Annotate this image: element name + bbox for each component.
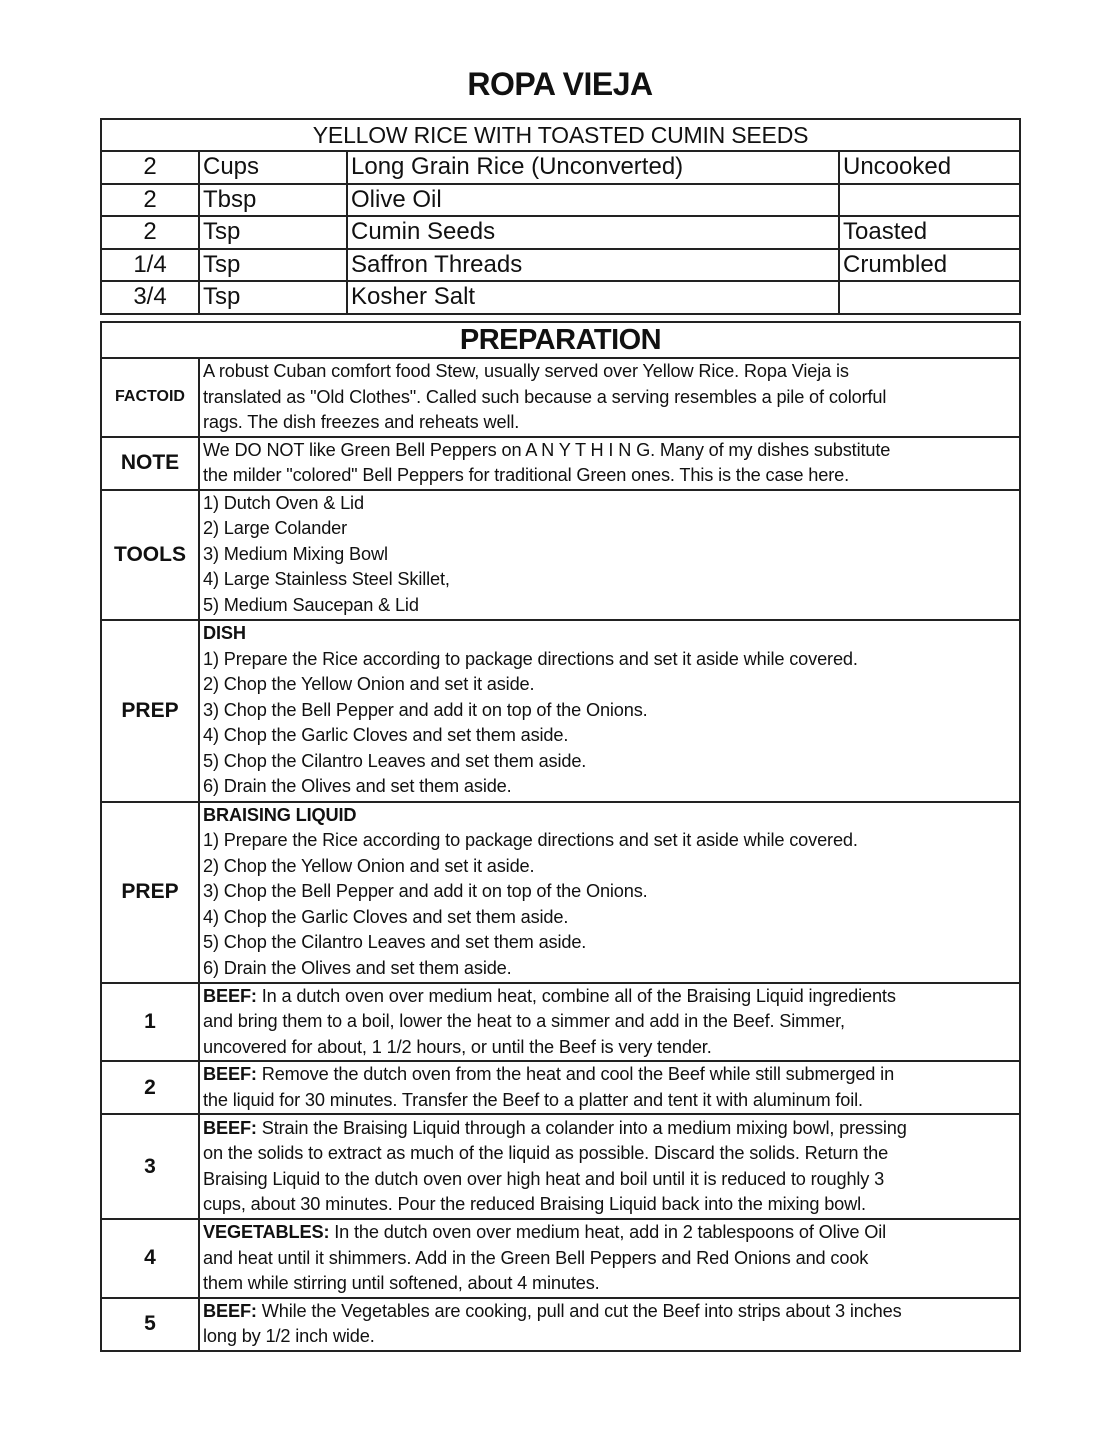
preparation-header-row: [101, 322, 1020, 358]
preparation-header: PREPARATION: [101, 322, 1020, 358]
prep-item: 6) Drain the Olives and set them aside.: [203, 957, 512, 978]
prep-item: 6) Drain the Olives and set them aside.: [203, 776, 512, 797]
step-line: uncovered for about, 1 1/2 hours, or until the Beef is very tender.: [203, 1036, 712, 1057]
prep-item: 5) Chop the Cilantro Leaves and set them aside.: [203, 932, 587, 953]
step-keyword: VEGETABLES:: [203, 1222, 330, 1242]
ingredient-item: Cumin Seeds: [347, 216, 839, 249]
tool-item: 2) Large Colander: [203, 518, 348, 539]
prep-item: 4) Chop the Garlic Cloves and set them aside.: [203, 725, 569, 746]
ingredient-item: Saffron Threads: [347, 249, 839, 282]
step-keyword: BEEF:: [203, 1117, 257, 1138]
step-keyword: BEEF:: [203, 985, 257, 1006]
factoid-line: translated as "Old Clothes". Called such because a serving resembles a pile of colorful: [203, 386, 887, 407]
tools-label: TOOLS: [101, 490, 199, 620]
prep-item: 1) Prepare the Rice according to package directions and set it aside while covered.: [203, 648, 858, 669]
prep-dish-heading: DISH: [203, 623, 246, 644]
prep-item: 4) Chop the Garlic Cloves and set them aside.: [203, 906, 569, 927]
tools-row: [101, 490, 1020, 620]
step-line: Braising Liquid to the dutch oven over high heat and boil until it is reduced to roughly 3: [203, 1168, 885, 1189]
tool-item: 4) Large Stainless Steel Skillet,: [203, 569, 450, 590]
step-number: 5: [101, 1298, 199, 1351]
ingredient-unit: Cups: [199, 151, 347, 184]
ingredient-unit: Tsp: [199, 216, 347, 249]
prep-item: 2) Chop the Yellow Onion and set it aside.: [203, 855, 535, 876]
prep-item: 2) Chop the Yellow Onion and set it aside.: [203, 674, 535, 695]
tools-list: [199, 490, 1020, 620]
ingredient-qty: 1/4: [101, 249, 199, 282]
factoid-line: rags. The dish freezes and reheats well.: [203, 412, 520, 432]
ingredients-table: [100, 118, 1021, 315]
step-number: 1: [101, 983, 199, 1062]
note-text: [199, 437, 1020, 490]
note-label: NOTE: [101, 437, 199, 490]
step-line: long by 1/2 inch wide.: [203, 1326, 375, 1346]
page-title: ROPA VIEJA: [467, 66, 653, 102]
prep-braising-heading: BRAISING LIQUID: [203, 804, 357, 825]
ingredient-qty: 2: [101, 184, 199, 217]
step-row: [101, 1298, 1020, 1351]
prep-braising-row: [101, 802, 1020, 983]
step-line: cups, about 30 minutes. Pour the reduced Braising Liquid back into the mixing bowl.: [203, 1194, 866, 1214]
step-line: In the dutch oven over medium heat, add in 2 tablespoons of Olive Oil: [329, 1222, 887, 1242]
step-line: them while stirring until softened, about 4 minutes.: [203, 1273, 600, 1293]
prep-dish-list: [199, 620, 1020, 802]
step-line: In a dutch oven over medium heat, combine all of the Braising Liquid ingredients: [256, 985, 896, 1006]
prep-dish-row: [101, 620, 1020, 802]
step-row: [101, 1219, 1020, 1298]
prep-item: 3) Chop the Bell Pepper and add it on top of the Onions.: [203, 881, 648, 902]
note-line: the milder "colored" Bell Peppers for traditional Green ones. This is the case here.: [203, 465, 849, 485]
tool-item: 1) Dutch Oven & Lid: [203, 492, 364, 513]
ingredients-header: YELLOW RICE WITH TOASTED CUMIN SEEDS: [101, 119, 1020, 151]
prep-item: 5) Chop the Cilantro Leaves and set them aside.: [203, 750, 587, 771]
step-row: [101, 1061, 1020, 1114]
step-line: Strain the Braising Liquid through a colander into a medium mixing bowl, pressing: [256, 1117, 907, 1138]
note-row: [101, 437, 1020, 490]
ingredient-note: Crumbled: [839, 249, 1020, 282]
step-line: the liquid for 30 minutes. Transfer the Beef to a platter and tent it with aluminum foil.: [203, 1089, 863, 1110]
ingredient-note: [839, 184, 1020, 217]
ingredient-row: [101, 184, 1020, 217]
factoid-label: FACTOID: [101, 358, 199, 437]
prep-dish-label: PREP: [101, 620, 199, 802]
preparation-table: [100, 321, 1021, 1352]
step-number: 3: [101, 1114, 199, 1219]
prep-braising-label: PREP: [101, 802, 199, 983]
ingredients-header-row: [101, 119, 1020, 151]
factoid-text: [199, 358, 1020, 437]
step-text: [199, 1114, 1020, 1219]
step-text: [199, 1219, 1020, 1298]
ingredient-qty: 2: [101, 216, 199, 249]
step-line: and bring them to a boil, lower the heat to a simmer and add in the Beef. Simmer,: [203, 1011, 845, 1031]
note-line: We DO NOT like Green Bell Peppers on A N Y T H I N G. Many of my dishes substitute: [203, 439, 891, 460]
prep-braising-list: [199, 802, 1020, 983]
ingredient-unit: Tsp: [199, 281, 347, 314]
step-number: 2: [101, 1061, 199, 1114]
ingredient-qty: 3/4: [101, 281, 199, 314]
ingredient-row: [101, 249, 1020, 282]
step-keyword: BEEF:: [203, 1064, 257, 1084]
ingredient-unit: Tsp: [199, 249, 347, 282]
ingredient-qty: 2: [101, 151, 199, 184]
step-text: [199, 1061, 1020, 1114]
ingredient-item: Kosher Salt: [347, 281, 839, 314]
ingredient-row: [101, 216, 1020, 249]
factoid-row: [101, 358, 1020, 437]
step-text: [199, 983, 1020, 1062]
ingredient-note: Uncooked: [839, 151, 1020, 184]
step-row: [101, 983, 1020, 1062]
ingredient-unit: Tbsp: [199, 184, 347, 217]
step-line: While the Vegetables are cooking, pull and cut the Beef into strips about 3 inches: [256, 1300, 902, 1321]
ingredient-row: [101, 281, 1020, 314]
tool-item: 5) Medium Saucepan & Lid: [203, 594, 419, 615]
step-line: and heat until it shimmers. Add in the Green Bell Peppers and Red Onions and cook: [203, 1247, 869, 1268]
ingredient-row: [101, 151, 1020, 184]
prep-item: 1) Prepare the Rice according to package directions and set it aside while covered.: [203, 830, 858, 851]
step-row: [101, 1114, 1020, 1219]
step-line: on the solids to extract as much of the liquid as possible. Discard the solids. Return the: [203, 1143, 889, 1163]
ingredient-item: Long Grain Rice (Unconverted): [347, 151, 839, 184]
step-keyword: BEEF:: [203, 1300, 257, 1321]
step-text: [199, 1298, 1020, 1351]
ingredient-item: Olive Oil: [347, 184, 839, 217]
step-number: 4: [101, 1219, 199, 1298]
ingredient-note: Toasted: [839, 216, 1020, 249]
prep-item: 3) Chop the Bell Pepper and add it on top of the Onions.: [203, 699, 648, 720]
ingredient-note: [839, 281, 1020, 314]
step-line: Remove the dutch oven from the heat and cool the Beef while still submerged in: [256, 1064, 895, 1084]
factoid-line: A robust Cuban comfort food Stew, usually served over Yellow Rice. Ropa Vieja is: [203, 361, 849, 381]
tool-item: 3) Medium Mixing Bowl: [203, 543, 388, 564]
